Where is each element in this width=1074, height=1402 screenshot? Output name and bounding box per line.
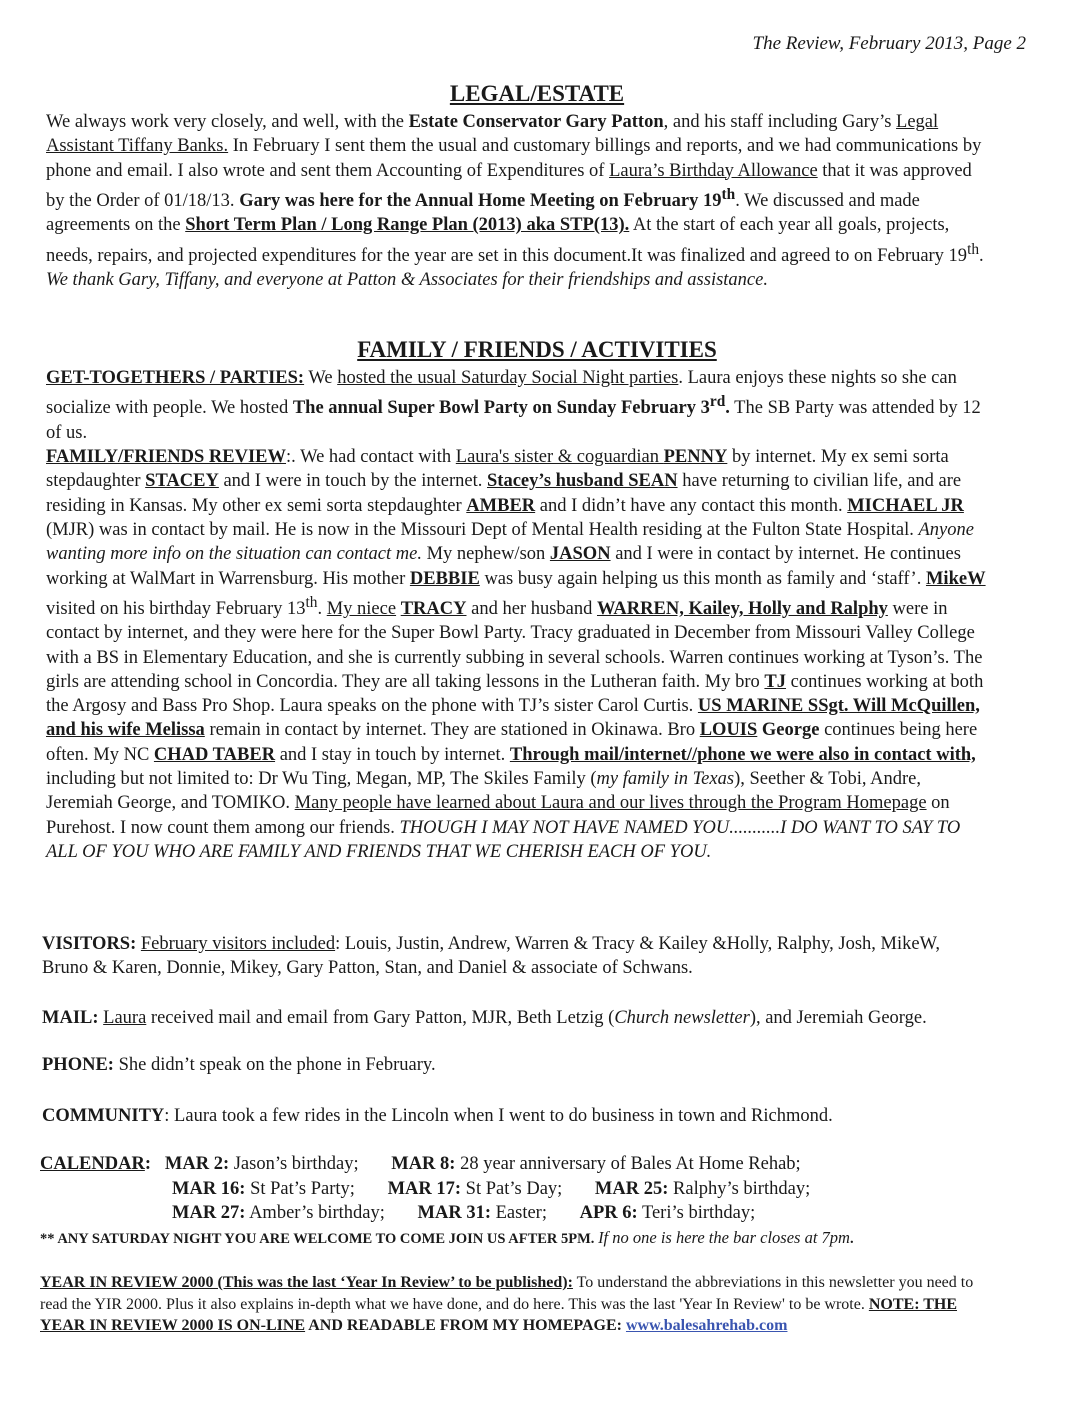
legal-estate-heading: LEGAL/ESTATE xyxy=(449,81,625,106)
homepage-link[interactable]: www.balesahrehab.com xyxy=(625,1317,788,1334)
calendar-section xyxy=(40,1152,1030,1251)
calendar-note: ** ANY SATURDAY NIGHT YOU ARE WELCOME TO COME JOIN US AFTER 5PM. If no one is here the bar closes at 7pm. xyxy=(40,1227,854,1247)
calendar-row-2: MAR 16: St Pat’s Party; MAR 17: St Pat’s Day; MAR 25: Ralphy’s birthday; xyxy=(172,1178,811,1199)
family-paragraph: GET-TOGETHERS / PARTIES: We hosted the usual Saturday Social Night parties. Laura enjoys these nights so she can socialize with people. We hosted The annual Super Bowl Party on Sunday February 3rd. The SB Party was attended by 12 of us. FAMILY/FRIENDS REVIEW:. We had contact with Laura's sister & coguardian PENNY by internet. My ex semi sorta stepdaughter STACEY and I were in touch by the internet. Stacey’s husband SEAN have returning to civilian life, and are residing in Kansas. My other ex semi sorta stepdaughter AMBER and I didn’t have any contact this month. MICHAEL JR (MJR) was in contact by mail. He is now in the Missouri Dept of Mental Health residing at the Fulton State Hospital. Anyone wanting more info on the situation can contact me. My nephew/son JASON and I were in contact by internet. He continues working at WalMart in Warrensburg. His mother DEBBIE was busy again helping us this month as family and ‘staff’. MikeW visited on his birthday February 13th. My niece TRACY and her husband WARREN, Kailey, Holly and Ralphy were in contact by internet, and they were here for the Super Bowl Party. Tracy graduated in December from Missouri Valley College with a BS in Elementary Education, and she is currently subbing in several schools. Warren continues working at Tyson’s. The girls are attending school in Concordia. They are all taking lessons in the Lutheran faith. My bro TJ continues working at both the Argosy and Bass Pro Shop. Laura speaks on the phone with TJ’s sister Carol Curtis. US MARINE SSgt. Will McQuillen, and his wife Melissa remain in contact by internet. They are stationed in Okinawa. Bro LOUIS George continues being here often. My NC CHAD TABER and I stay in touch by internet. Through mail/internet//phone we were also in contact with, including but not limited to: Dr Wu Ting, Megan, MP, The Skiles Family (my family in Texas), Seether & Tobi, Andre, Jeremiah George, and TOMIKO. Many people have learned about Laura and our lives through the Program Homepage on Purehost. I now count them among our friends. THOUGH I MAY NOT HAVE NAMED YOU...........I DO WANT TO SAY TO ALL OF YOU WHO ARE FAMILY AND FRIENDS THAT WE CHERISH EACH OF YOU. xyxy=(46,368,986,862)
calendar-row-1: CALENDAR: MAR 2: Jason’s birthday; MAR 8: 28 year anniversary of Bales At Home Rehab; xyxy=(40,1154,801,1174)
legal-estate-paragraph: We always work very closely, and well, with the Estate Conservator Gary Patton, and his staff including Gary’s Legal Assistant Tiffany Banks. In February I sent them the usual and customary billings and reports, and we had communications by phone and email. I also wrote and sent them Accounting of Expenditures of Laura’s Birthday Allowance that it was approved by the Order of 01/18/13. Gary was here for the Annual Home Meeting on February 19th. We discussed and made agreements on the Short Term Plan / Long Range Plan (2013) aka STP(13). At the start of each year all goals, projects, needs, repairs, and projected expenditures for the year are set in this document.It was finalized and agreed to on February 19th. We thank Gary, Tiffany, and everyone at Patton & Associates for their friendships and assistance. xyxy=(46,112,984,291)
community-section: COMMUNITY: Laura took a few rides in the Lincoln when I went to do business in town and Richmond. xyxy=(42,1106,833,1126)
calendar-row-3: MAR 27: Amber’s birthday; MAR 31: Easter; APR 6: Teri’s birthday; xyxy=(172,1203,756,1223)
phone-section: PHONE: She didn’t speak on the phone in February. xyxy=(42,1055,436,1075)
running-head: The Review, February 2013, Page 2 xyxy=(752,33,1026,54)
visitors-section: VISITORS: February visitors included: Louis, Justin, Andrew, Warren & Tracy & Kailey &Holly, Ralphy, Josh, MikeW, Bruno & Karen, Donnie, Mikey, Gary Patton, Stan, and Daniel & associate of Schwans. xyxy=(42,934,940,979)
year-in-review-section: YEAR IN REVIEW 2000 (This was the last ‘Year In Review’ to be published): To understand the abbreviations in this newsletter you need to read the YIR 2000. Plus it also explains in-depth what we have done, and do here. This was the last 'Year In Review' to be wrote. NOTE: THE YEAR IN REVIEW 2000 IS ON-LINE AND READABLE FROM MY HOMEPAGE: www.balesahrehab.com xyxy=(40,1274,974,1334)
mail-section: MAIL: Laura received mail and email from Gary Patton, MJR, Beth Letzig (Church newsletter), and Jeremiah George. xyxy=(42,1008,927,1028)
family-heading: FAMILY / FRIENDS / ACTIVITIES xyxy=(357,337,717,362)
